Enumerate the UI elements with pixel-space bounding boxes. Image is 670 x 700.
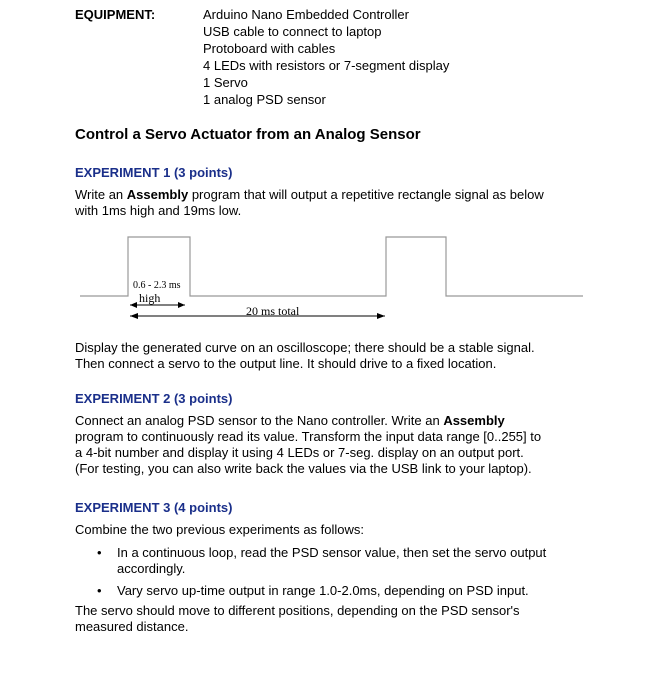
equipment-item: Arduino Nano Embedded Controller [203,7,409,22]
bullet-icon: • [97,583,102,598]
exp1-text: Then connect a servo to the output line. It should drive to a fixed location. [75,356,497,371]
exp2-text: a 4-bit number and display it using 4 LEDs or 7-seg. display on an output port. [75,445,524,460]
exp2-text [75,413,505,429]
text: Connect an analog PSD sensor to the Nano controller. Write an [75,413,444,428]
equipment-item: 1 Servo [203,75,248,90]
exp3-bullet: In a continuous loop, read the PSD sensor value, then set the servo output [117,545,547,560]
equipment-label: EQUIPMENT: [75,7,156,22]
exp1-text: Display the generated curve on an oscilloscope; there should be a stable signal. [75,340,535,355]
experiment-1-heading: EXPERIMENT 1 (3 points) [75,165,233,180]
exp3-text: Combine the two previous experiments as follows: [75,522,365,537]
exp3-bullet: accordingly. [117,561,186,576]
text: program that will output a repetitive rectangle signal as below [188,187,544,202]
experiment-3-heading: EXPERIMENT 3 (4 points) [75,500,233,515]
exp1-text: with 1ms high and 19ms low. [75,203,242,218]
exp3-text: measured distance. [75,619,189,634]
equipment-item: 4 LEDs with resistors or 7-segment display [203,58,450,73]
text-bold: Assembly [126,187,189,202]
experiment-2-heading: EXPERIMENT 2 (3 points) [75,391,233,406]
text-bold: Assembly [443,413,505,428]
high-label: high [139,291,161,305]
pulse-range-label: 0.6 - 2.3 ms [133,280,181,291]
exp2-text: (For testing, you can also write back the values via the USB link to your laptop). [75,461,532,476]
equipment-item: USB cable to connect to laptop [203,24,382,39]
equipment-item: Protoboard with cables [203,41,336,56]
period-label: 20 ms total [246,304,300,318]
exp3-bullet: Vary servo up-time output in range 1.0-2.0ms, depending on PSD input. [117,583,529,598]
page-title: Control a Servo Actuator from an Analog Sensor [75,126,421,143]
equipment-item: 1 analog PSD sensor [203,92,326,107]
exp3-text: The servo should move to different positions, depending on the PSD sensor's [75,603,520,618]
text: Write an [75,187,127,202]
exp2-text: program to continuously read its value. Transform the input data range [0..255] to [75,429,542,444]
bullet-icon: • [97,545,102,560]
